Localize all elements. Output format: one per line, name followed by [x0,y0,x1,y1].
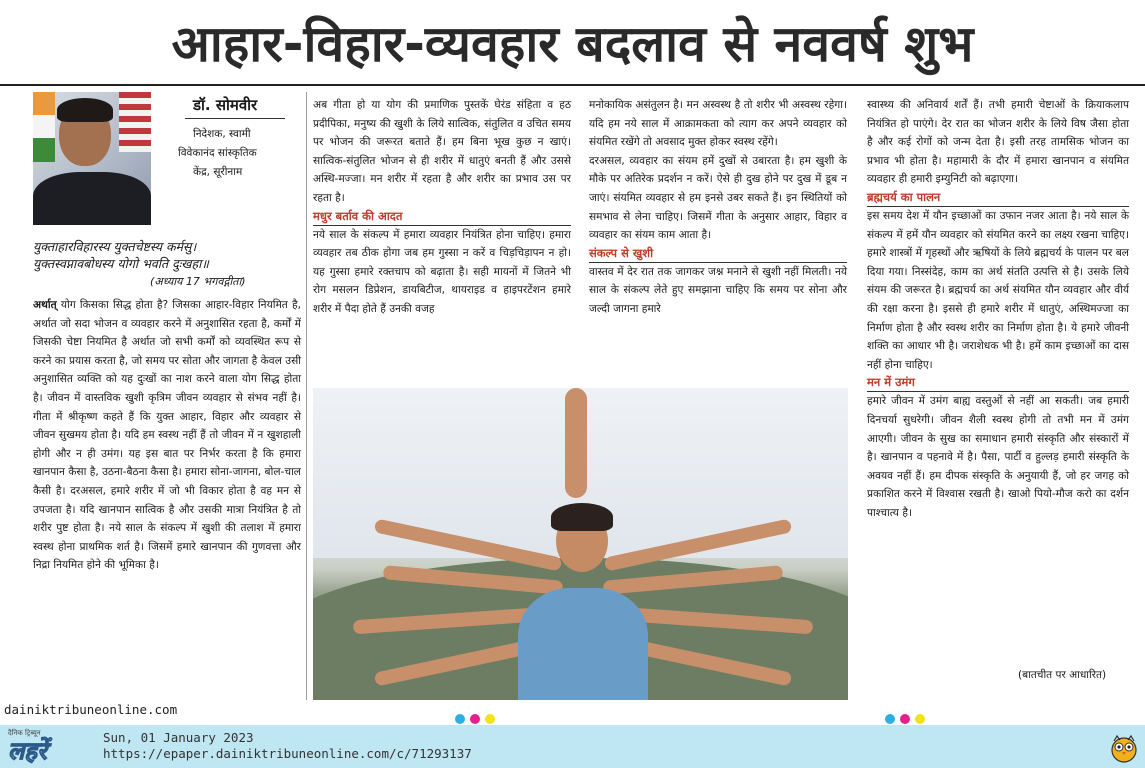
column-4-paragraph-1: स्वास्थ्य की अनिवार्य शर्तें हैं। तभी हमारी चेष्टाओं के क्रियाकलाप नियंत्रित हो पाएंगे। देर रात का भोजन शरीर के लिये विष जैसा होता है और कई रोगों को जन्म देता है। इसी तरह तामसिक भोजन का प्रभाव भी होता है। महामारी के दौर में हमारा खानपान व संयमित व्यवहार ही हमारी इम्युनिटी को बढ़ाएगा। [867,99,1129,186]
column-divider [306,92,307,700]
column-3-paragraph-2: दरअसल, व्यवहार का संयम हमें दुखों से उबारता है। हम खुशी के मौके पर अतिरेक प्रदर्शन न करें। ऐसे ही दुख होने पर दुख में डूब न जाएं। संयमित व्यवहार से हम इनसे उबर सकते हैं। इन स्थितियों को समभाव से लेना चाहिए। जिसमें गीता के अनुसार आहार, विहार व व्यवहार का संयम काम आता है। [589,154,847,242]
subheading-brahmacharya: ब्रह्मचर्य का पालन [867,189,1129,207]
footer-date: Sun, 01 January 2023 [103,730,254,745]
print-mark [485,714,495,724]
logo-main-text: लहरें [8,737,47,765]
column-3 [589,96,847,319]
print-mark [470,714,480,724]
column-1-text: योग किसका सिद्ध होता है? जिसका आहार-विहार नियमित है, अर्थात जो सदा भोजन व व्यवहार करने में अनुशासित रहता है, कर्मों में जिसकी चेष्टा नियमित है अर्थात जो सभी कर्मों को व्यवस्थित रूप से करने का प्रयास करता है, जो समय पर सोता और जागता है केवल उसी अनुशासित व्यक्ति को यह दुःखों का नाश करने वाला योग सिद्ध होता है। जीवन में वास्तविक खुशी कृत्रिम जीवन व्यवहार से संभव नहीं है। गीता में श्रीकृष्ण कहते हैं कि युक्त आहार, विहार और व्यवहार से जीवन सुखमय होता है। यदि हम स्वस्थ नहीं हैं तो जीवन में न खुशहाली होगी और न ही उमंग। यह इस बात पर निर्भर करता है कि हमारा खानपान कैसा है, उठना-बैठना कैसा है। हमारा सोना-जागना, बोल-चाल कैसी है। दरअसल, हमारे शरीर में जो भी विकार होता है वह मन से उपजता है। यदि खानपान सात्विक है और उसकी मात्रा नियंत्रित है तो शरीर पुष्ट होता है। नये साल के संकल्प में खुशी की तलाश में हमारा स्वस्थ होना प्राथमिक शर्त है। जिसमें हमारे खानपान की गुणवत्ता और निद्रा नियमित होने की भूमिका है। [33,299,301,572]
author-detail-2: विवेकानंद सांस्कृतिक [178,147,257,159]
column-4 [867,96,1129,522]
author-photo [33,92,151,225]
column-4-paragraph-2: इस समय देश में यौन इच्छाओं का उफान नजर आता है। नये साल के संकल्प में हमें यौन व्यवहार को संयमित करने का लक्ष्य रखना चाहिए। हमारे शास्त्रों में गृहस्थों और ऋषियों के लिये ब्रह्मचर्य के पालन पर बल दिया गया। निस्संदेह, काम का अर्थ संतति उत्पत्ति से है। उसके लिये संयम की जरूरत है। ब्रह्मचर्य का अर्थ संयमित यौन व्यवहार और वीर्य की रक्षा करना है। इससे ही हमारे शरीर में धातुएं, अस्थिमज्जा का निर्माण होता है और स्वस्थ शरीर का निर्माण होता है। ये हमारे जीवनी शक्ति का आधार भी है। जराशेधक भी है। हमें काम इच्छाओं का दास नहीं होना चाहिए। [867,209,1129,371]
column-4-paragraph-3: हमारे जीवन में उमंग बाह्य वस्तुओं से नहीं आ सकती। जब हमारी दिनचर्या सुधरेगी। जीवन शैली स्वस्थ होगी तो तभी मन में उमंग आएगी। जीवन के सुख का समाधान हमारी संस्कृति और संस्कारों में है। खानपान व पहनावे में है। पैसा, पार्टी व हुल्लड़ हमारी संस्कृति के अवयव नहीं हैं। हम दीपक संस्कृति के अनुयायी हैं, जो हर जगह को प्रकाशित करने में विश्वास रखती है। खाओ पियो-मौज करो का दर्शन पाश्चात्य है। [867,395,1129,519]
column-2 [313,96,571,319]
footer-logo[interactable] [8,729,98,765]
column-2-paragraph-2: नये साल के संकल्प में हमारा व्यवहार नियंत्रित होना चाहिए। हमारा व्यवहार तब ठीक होगा जब हम गुस्सा न करें व चिड़चिड़ापन न हो। यह गुस्सा हमारे रक्तचाप को बढ़ाता है। सही मायनों में जितने भी रोग मसलन डिप्रेशन, डायबिटीज, थायराइड व हाइपरटेंशन हमारे शरीर में पैदा होते हैं उनकी वजह [313,228,571,315]
author-detail-3: केंद्र, सूरीनाम [193,166,243,178]
sloka-reference: (अध्याय 17 भगवद्गीता) [150,275,246,288]
owl-icon[interactable] [1110,733,1138,763]
lead-word: अर्थात् [33,299,57,311]
site-name: dainiktribuneonline.com [4,702,178,717]
headline: आहार-विहार-व्यवहार बदलाव से नववर्ष शुभ [171,15,974,73]
logo-small-text: दैनिक ट्रिब्यून [8,729,41,737]
subheading-sankalp: संकल्प से खुशी [589,245,847,263]
subheading-umang: मन में उमंग [867,374,1129,392]
column-1 [33,296,301,575]
sloka [33,238,301,272]
byline: (बातचीत पर आधारित) [1018,669,1107,681]
print-mark [455,714,465,724]
headline-rule [0,84,1145,86]
yoga-photo [313,388,848,700]
subheading-madhur: मधुर बर्ताव की आदत [313,208,571,226]
author-name: डॉ. सोमवीर [193,96,258,114]
print-mark [915,714,925,724]
footer-url[interactable]: https://epaper.dainiktribuneonline.com/c/71293137 [103,746,472,761]
author-detail-1: निदेशक, स्वामी [193,128,251,140]
print-mark [885,714,895,724]
print-mark [900,714,910,724]
column-2-paragraph-1: अब गीता हो या योग की प्रमाणिक पुस्तकें घेरंड संहिता व हठ प्रदीपिका, मनुष्य की खुशी के लिये सात्विक, संतुलित व उचित समय पर भोजन की जरूरत बताते हैं। हम बिना भूख कुछ न खाएं। सात्विक-संतुलित भोजन से ही शरीर में धातुएं बनती हैं और उससे अस्थि-मज्जा। मन शरीर में रहता है और शरीर का प्रभाव उस पर रहता है। [313,99,571,204]
sloka-line-2: युक्तस्वप्नावबोधस्य योगो भवति दुःखहा॥ [33,256,209,271]
column-3-paragraph-1: मनोकायिक असंतुलन है। मन अस्वस्थ है तो शरीर भी अस्वस्थ रहेगा। यदि हम नये साल में आक्रामकता को त्याग कर अपने व्यवहार को संयमित रखेंगे तो अवसाद मुक्त होकर स्वस्थ रहेंगे। [589,99,847,149]
column-3-paragraph-3: वास्तव में देर रात तक जागकर जश्न मनाने से खुशी नहीं मिलती। नये साल के संकल्प लेते हुए समझाना चाहिए कि समय पर सोना और जल्दी जागना हमारे [589,265,847,315]
author-divider [185,118,285,119]
sloka-line-1: युक्ताहारविहारस्य युक्तचेष्टस्य कर्मसु। [33,239,197,254]
